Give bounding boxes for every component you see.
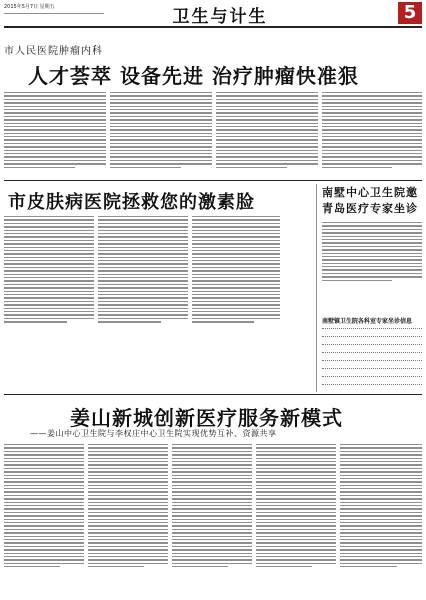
side-table-title: 南墅镇卫生院各科室专家坐诊信息: [322, 318, 413, 325]
top-story-column-2: [110, 92, 212, 168]
middle-story-column-2: [98, 216, 188, 323]
middle-story-column-3: [192, 216, 280, 323]
bottom-story-column-2: [88, 444, 168, 567]
side-story-body: [322, 222, 422, 281]
bottom-story-subhead: ——姜山中心卫生院与李权庄中心卫生院实现优势互补、资源共享: [30, 429, 277, 438]
middle-story-headline: 市皮肤病医院拯救您的激素脸: [8, 192, 255, 213]
top-story-kicker: 市人民医院肿瘤内科: [4, 46, 103, 57]
bottom-story-column-1: [4, 444, 84, 567]
bottom-story-column-3: [172, 444, 252, 567]
middle-story-column-1: [4, 216, 94, 323]
masthead-date: 2015年5月7日 星期五: [4, 4, 55, 10]
top-story-column-3: [216, 92, 318, 168]
bottom-story-column-5: [340, 444, 422, 567]
side-story-headline-line-1: 南墅中心卫生院邀: [322, 186, 418, 199]
bottom-story-column-4: [256, 444, 336, 567]
masthead-editor-line: [4, 11, 124, 17]
side-story-headline-line-2: 青岛医疗专家坐诊: [322, 202, 418, 215]
top-story-bottom-rule: [4, 180, 422, 181]
section-title: 卫生与计生: [172, 7, 268, 27]
top-story-headline: 人才荟萃 设备先进 治疗肿瘤快准狠: [28, 64, 359, 88]
middle-side-divider: [316, 184, 317, 392]
masthead-rule: [4, 26, 422, 28]
page-number: 5: [398, 2, 422, 24]
middle-story-bottom-rule: [4, 394, 422, 395]
top-story-column-1: [4, 92, 106, 168]
bottom-story-headline: 姜山新城创新医疗服务新模式: [70, 406, 343, 430]
top-story-column-4: [322, 92, 422, 168]
